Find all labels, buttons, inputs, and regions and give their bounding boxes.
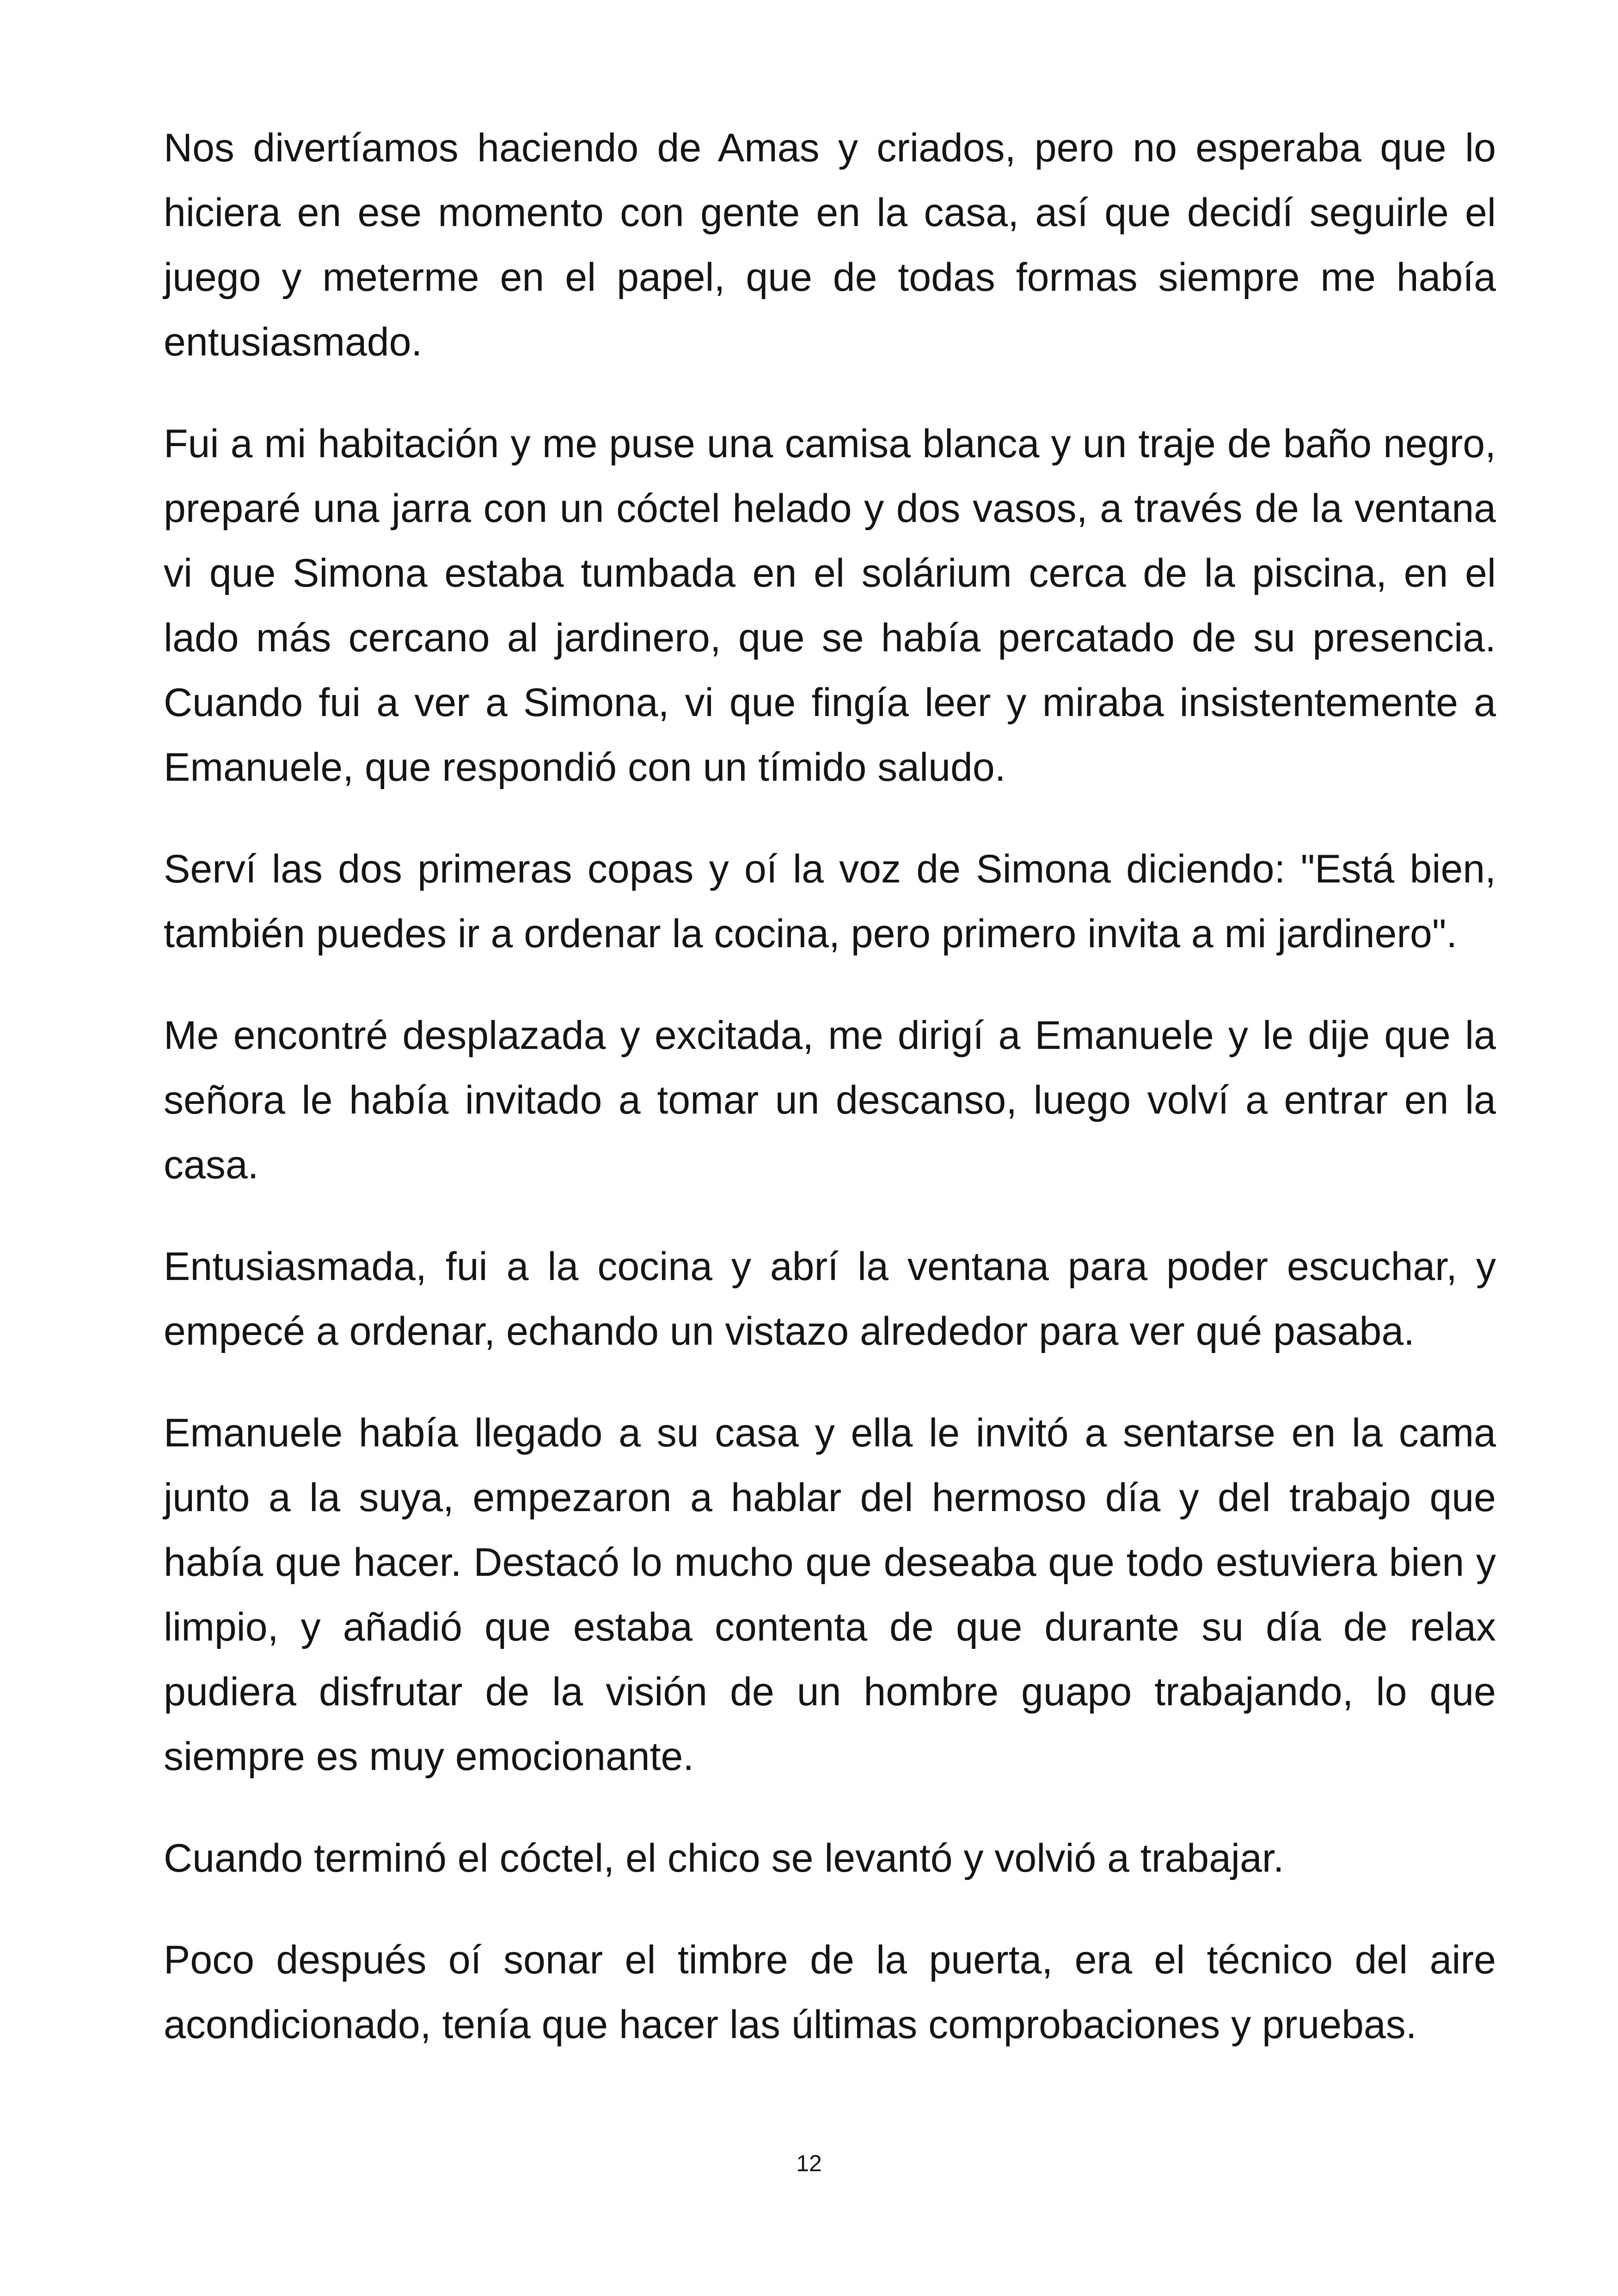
paragraph-5: Entusiasmada, fui a la cocina y abrí la ventana para poder escuchar, y empecé a ordenar, echando un vistazo alrededor para ver qué pasaba. — [164, 1244, 1496, 1353]
paragraph-7: Cuando terminó el cóctel, el chico se levantó y volvió a trabajar. — [164, 1836, 1284, 1880]
paragraph-2: Fui a mi habitación y me puse una camisa blanca y un traje de baño negro, preparé una jarra con un cóctel helado y dos vasos, a través de la ventana vi que Simona estaba tumbada en el solárium cerca de la piscina, en el lado más cercano al jardinero, que se había percatado de su presencia. Cuando fui a ver a Simona, vi que fingía leer y miraba insistentemente a Emanuele, que respondió con un tímido saludo. — [164, 422, 1496, 790]
paragraph-6: Emanuele había llegado a su casa y ella le invitó a sentarse en la cama junto a la suya, empezaron a hablar del hermoso día y del trabajo que había que hacer. Destacó lo mucho que deseaba que todo estuviera bien y limpio, y añadió que estaba contenta de que durante su día de relax pudiera disfrutar de la visión de un hombre guapo trabajando, lo que siempre es muy emocionante. — [164, 1411, 1496, 1779]
page-number: 12 — [796, 2150, 822, 2176]
paragraph-1: Nos divertíamos haciendo de Amas y criados, pero no esperaba que lo hiciera en ese momento con gente en la casa, así que decidí seguirle el juego y meterme en el papel, que de todas formas siempre me había entusiasmado. — [164, 126, 1496, 364]
paragraph-3: Serví las dos primeras copas y oí la voz de Simona diciendo: "Está bien, también puedes ir a ordenar la cocina, pero primero invita a mi jardinero". — [164, 847, 1496, 956]
paragraph-4: Me encontré desplazada y excitada, me dirigí a Emanuele y le dije que la señora le había invitado a tomar un descanso, luego volví a entrar en la casa. — [164, 1013, 1496, 1187]
paragraph-8: Poco después oí sonar el timbre de la puerta, era el técnico del aire acondicionado, tenía que hacer las últimas comprobaciones y pruebas. — [164, 1938, 1496, 2047]
body-text — [164, 116, 1496, 2094]
